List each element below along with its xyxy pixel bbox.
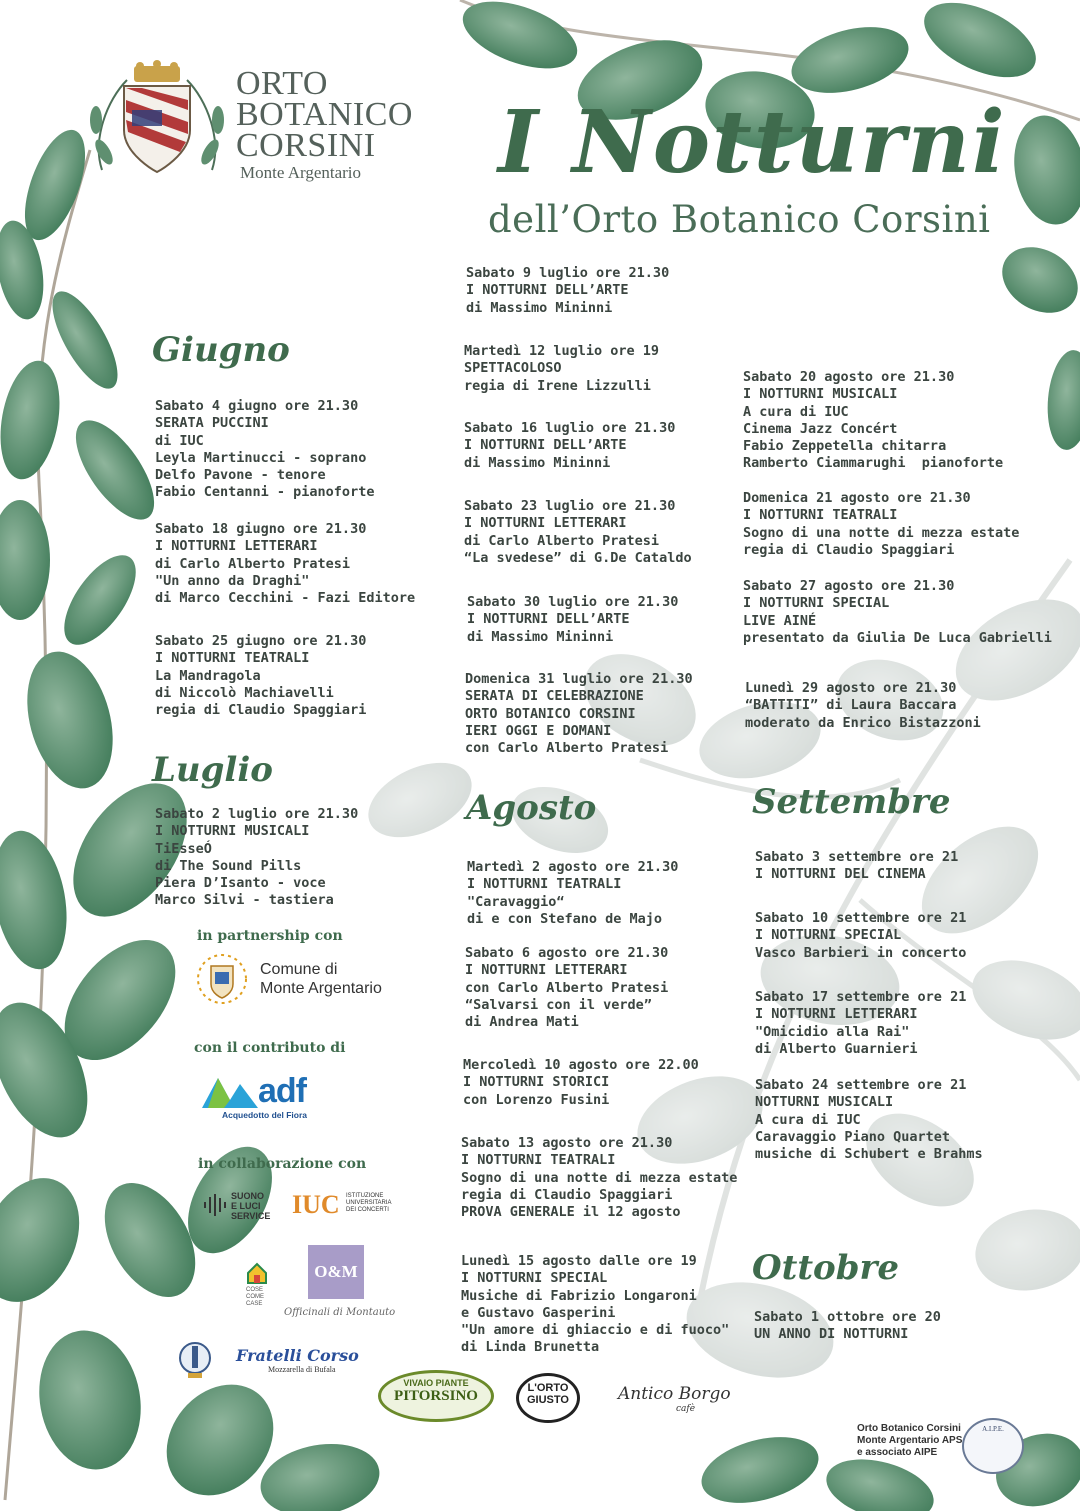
event-line: e Gustavo Gasperini — [461, 1304, 616, 1321]
event-line: presentato da Giulia De Luca Gabrielli — [743, 629, 1052, 646]
event-block — [467, 594, 678, 646]
event-block — [755, 849, 958, 884]
event-line: SERATA PUCCINI — [155, 415, 269, 432]
event-date: Sabato 17 settembre ore 21 — [755, 989, 967, 1005]
event-block — [155, 521, 415, 607]
comune-crest-icon — [195, 952, 250, 1007]
pitorsino: PITORSINO — [394, 1388, 478, 1404]
event-date: Sabato 3 settembre ore 21 — [755, 849, 959, 865]
event-block — [155, 806, 358, 910]
event-line: “La svedese” di G.De Cataldo — [464, 549, 692, 566]
aipe-text: A.I.P.E. — [982, 1425, 1004, 1433]
event-line: di Massimo Mininni — [464, 454, 611, 471]
event-line: "Caravaggio“ — [467, 893, 565, 910]
event-line: La Mandragola — [155, 667, 261, 684]
logo-text-orto: ORTO — [236, 65, 328, 102]
comune-line2: Monte Argentario — [260, 980, 382, 997]
cose-line3: CASE — [246, 1301, 263, 1307]
event-line: "Un anno da Draghi" — [155, 572, 310, 589]
event-line: di e con Stefano de Majo — [467, 910, 663, 927]
event-line: I NOTTURNI MUSICALI — [155, 823, 310, 840]
iuc-line1: ISTITUZIONE — [346, 1193, 384, 1199]
adf-name: Acquedotto del Fiora — [222, 1110, 307, 1120]
event-date: Mercoledì 10 agosto ore 22.00 — [463, 1057, 699, 1073]
event-date: Sabato 20 agosto ore 21.30 — [743, 369, 955, 385]
event-line: "Omicidio alla Rai" — [755, 1023, 910, 1040]
event-line: I NOTTURNI MUSICALI — [743, 386, 898, 403]
event-line: con Carlo Alberto Pratesi — [465, 979, 669, 996]
event-line: di Carlo Alberto Pratesi — [155, 555, 351, 572]
event-block — [464, 420, 675, 472]
event-date: Martedì 12 luglio ore 19 — [464, 343, 660, 359]
event-block — [745, 680, 981, 732]
event-line: SERATA DI CELEBRAZIONE — [465, 688, 644, 705]
event-line: Fabio Centanni - pianoforte — [155, 484, 375, 501]
comune-line1: Comune di — [260, 961, 338, 978]
month-heading-luglio: Luglio — [152, 750, 273, 790]
event-block — [461, 1253, 729, 1357]
suono-line1: SUONO — [231, 1191, 265, 1201]
adf-logo-icon — [200, 1072, 260, 1112]
event-line: con Carlo Alberto Pratesi — [465, 740, 669, 757]
event-line: I NOTTURNI DELL’ARTE — [466, 282, 629, 299]
event-line: I NOTTURNI DELL’ARTE — [467, 611, 630, 628]
event-line: regia di Irene Lizzulli — [464, 377, 651, 394]
event-date: Sabato 18 giugno ore 21.30 — [155, 521, 367, 537]
event-line: NOTTURNI MUSICALI — [755, 1094, 894, 1111]
event-date: Sabato 4 giugno ore 21.30 — [155, 398, 359, 414]
event-line: I NOTTURNI TEATRALI — [461, 1152, 616, 1169]
event-date: Domenica 31 luglio ore 21.30 — [465, 671, 693, 687]
event-line: di Andrea Mati — [465, 1014, 579, 1031]
event-block — [464, 498, 692, 567]
event-line: Sogno di una notte di mezza estate — [743, 524, 1020, 541]
page-subtitle: dell’Orto Botanico Corsini — [488, 198, 991, 241]
suono-line2: E LUCI — [231, 1201, 261, 1211]
event-line: A cura di IUC — [743, 403, 849, 420]
event-block — [754, 1309, 941, 1344]
event-date: Sabato 1 ottobre ore 20 — [754, 1309, 941, 1325]
cose-line2: COME — [246, 1294, 264, 1300]
event-line: "Un amore di ghiaccio e di fuoco" — [461, 1322, 730, 1339]
event-line: di Massimo Mininni — [466, 299, 613, 316]
event-block — [465, 945, 668, 1031]
event-date: Sabato 10 settembre ore 21 — [755, 910, 967, 926]
house-logo-icon — [246, 1262, 268, 1284]
event-line: I NOTTURNI SPECIAL — [461, 1270, 608, 1287]
event-block — [743, 578, 1052, 647]
event-line: PROVA GENERALE il 12 agosto — [461, 1204, 681, 1221]
iuc-line3: DEI CONCERTI — [346, 1207, 389, 1213]
event-line: I NOTTURNI LETTERARI — [465, 962, 628, 979]
iuc-line2: UNIVERSITARIA — [346, 1200, 392, 1206]
antico-borgo-logo: Antico Borgo — [618, 1384, 731, 1404]
event-line: di Niccolò Machiavelli — [155, 684, 334, 701]
event-date: Sabato 30 luglio ore 21.30 — [467, 594, 679, 610]
sound-wave-icon — [202, 1192, 228, 1218]
month-heading-agosto: Agosto — [466, 788, 597, 828]
event-line: di Marco Cecchini - Fazi Editore — [155, 590, 416, 607]
event-line: I NOTTURNI STORICI — [463, 1074, 610, 1091]
event-block — [463, 1057, 699, 1109]
event-line: Sogno di una notte di mezza estate — [461, 1169, 738, 1186]
antico-borgo-cafe: cafè — [676, 1404, 696, 1414]
event-line: Musiche di Fabrizio Longaroni — [461, 1287, 697, 1304]
event-line: Piera D’Isanto - voce — [155, 875, 326, 892]
month-heading-giugno: Giugno — [152, 330, 290, 370]
event-line: A cura di IUC — [755, 1111, 861, 1128]
mozzarella-label: Mozzarella di Bufala — [268, 1365, 336, 1374]
footer-line3: e associato AIPE — [857, 1447, 938, 1458]
event-line: Vasco Barbieri in concerto — [755, 944, 967, 961]
event-line: I NOTTURNI DEL CINEMA — [755, 866, 926, 883]
event-date: Sabato 6 agosto ore 21.30 — [465, 945, 669, 961]
event-line: di The Sound Pills — [155, 857, 302, 874]
event-line: di Linda Brunetta — [461, 1339, 600, 1356]
event-line: di IUC — [155, 432, 204, 449]
month-heading-settembre: Settembre — [752, 782, 951, 822]
event-block — [755, 910, 966, 962]
event-line: UN ANNO DI NOTTURNI — [754, 1326, 909, 1343]
event-date: Sabato 25 giugno ore 21.30 — [155, 633, 367, 649]
event-block — [155, 398, 374, 502]
aipe-logo — [962, 1418, 1024, 1474]
officinali-name: Officinali di Montauto — [284, 1307, 396, 1318]
event-date: Sabato 9 luglio ore 21.30 — [466, 265, 670, 281]
event-line: Marco Silvi - tastiera — [155, 892, 334, 909]
event-line: “BATTITI” di Laura Baccara — [745, 697, 957, 714]
event-date: Martedì 2 agosto ore 21.30 — [467, 859, 679, 875]
event-line: di Alberto Guarnieri — [755, 1040, 918, 1057]
event-line: Ramberto Ciammarughi pianoforte — [743, 455, 1004, 472]
event-line: di Massimo Mininni — [467, 628, 614, 645]
event-date: Sabato 2 luglio ore 21.30 — [155, 806, 359, 822]
event-date: Sabato 27 agosto ore 21.30 — [743, 578, 955, 594]
event-line: regia di Claudio Spaggiari — [155, 702, 367, 719]
orto-botanico-crest-icon — [82, 60, 232, 188]
event-line: regia di Claudio Spaggiari — [743, 541, 955, 558]
event-line: LIVE AINÉ — [743, 612, 817, 629]
event-line: I NOTTURNI LETTERARI — [464, 515, 627, 532]
event-line: TiEsseÓ — [155, 840, 212, 857]
logo-text-corsini: CORSINI — [236, 127, 376, 164]
event-line: moderato da Enrico Bistazzoni — [745, 714, 981, 731]
om-logo: O&M — [308, 1245, 364, 1299]
suono-line3: SERVICE — [231, 1211, 271, 1221]
adf-logo-text: adf — [258, 1072, 306, 1110]
event-line: Cinema Jazz Concért — [743, 420, 898, 437]
event-line: regia di Claudio Spaggiari — [461, 1186, 673, 1203]
orto-giusto-logo — [516, 1373, 580, 1423]
cose-line1: COSE — [246, 1287, 264, 1293]
event-date: Lunedì 29 agosto ore 21.30 — [745, 680, 957, 696]
event-block — [155, 633, 366, 719]
footer-line1: Orto Botanico Corsini — [857, 1423, 961, 1434]
collaborazione-label: in collaborazione con — [198, 1156, 367, 1172]
event-line: I NOTTURNI TEATRALI — [467, 876, 622, 893]
event-block — [466, 265, 669, 317]
footer-line2: Monte Argentario APS — [857, 1435, 963, 1446]
event-line: I NOTTURNI DELL’ARTE — [464, 437, 627, 454]
logo-place: Monte Argentario — [240, 163, 362, 182]
page-title: I Notturni — [498, 92, 1007, 193]
orto-giusto-1: L'ORTO — [527, 1382, 569, 1394]
month-heading-ottobre: Ottobre — [752, 1248, 900, 1288]
event-line: I NOTTURNI SPECIAL — [755, 927, 902, 944]
event-line: IERI OGGI E DOMANI — [465, 722, 612, 739]
event-line: I NOTTURNI LETTERARI — [755, 1006, 918, 1023]
event-line: I NOTTURNI SPECIAL — [743, 595, 890, 612]
event-date: Sabato 23 luglio ore 21.30 — [464, 498, 676, 514]
event-line: Caravaggio Piano Quartet — [755, 1128, 951, 1145]
logo-text-botanico: BOTANICO — [236, 96, 413, 133]
event-date: Sabato 24 settembre ore 21 — [755, 1077, 967, 1093]
event-line: SPETTACOLOSO — [464, 360, 562, 377]
event-line: I NOTTURNI LETTERARI — [155, 538, 318, 555]
event-block — [755, 989, 966, 1058]
event-date: Sabato 16 luglio ore 21.30 — [464, 420, 676, 436]
event-line: I NOTTURNI TEATRALI — [743, 507, 898, 524]
event-line: “Salvarsi con il verde” — [465, 996, 652, 1013]
fratelli-corso-logo: Fratelli Corso — [236, 1346, 359, 1365]
lighthouse-icon — [178, 1340, 212, 1380]
event-block — [464, 343, 659, 395]
event-line: ORTO BOTANICO CORSINI — [465, 705, 636, 722]
event-block — [755, 1077, 983, 1163]
event-line: con Lorenzo Fusini — [463, 1091, 610, 1108]
event-block — [465, 671, 693, 757]
contributo-label: con il contributo di — [194, 1040, 346, 1056]
event-block — [743, 490, 1019, 559]
event-line: musiche di Schubert e Brahms — [755, 1146, 983, 1163]
orto-giusto-2: GIUSTO — [527, 1394, 569, 1406]
iuc-logo: IUC — [292, 1190, 340, 1219]
partnership-label: in partnership con — [197, 928, 343, 944]
vivaio-top: VIVAIO PIANTE — [403, 1378, 469, 1388]
event-block — [743, 369, 1003, 473]
vivaio-logo — [378, 1370, 494, 1422]
event-date: Domenica 21 agosto ore 21.30 — [743, 490, 971, 506]
event-block — [467, 859, 678, 928]
event-block — [461, 1135, 737, 1221]
event-line: Delfo Pavone - tenore — [155, 467, 326, 484]
event-line: I NOTTURNI TEATRALI — [155, 650, 310, 667]
event-date: Lunedì 15 agosto dalle ore 19 — [461, 1253, 697, 1269]
event-line: di Carlo Alberto Pratesi — [464, 532, 660, 549]
event-line: Leyla Martinucci - soprano — [155, 449, 367, 466]
event-date: Sabato 13 agosto ore 21.30 — [461, 1135, 673, 1151]
event-line: Fabio Zeppetella chitarra — [743, 438, 947, 455]
